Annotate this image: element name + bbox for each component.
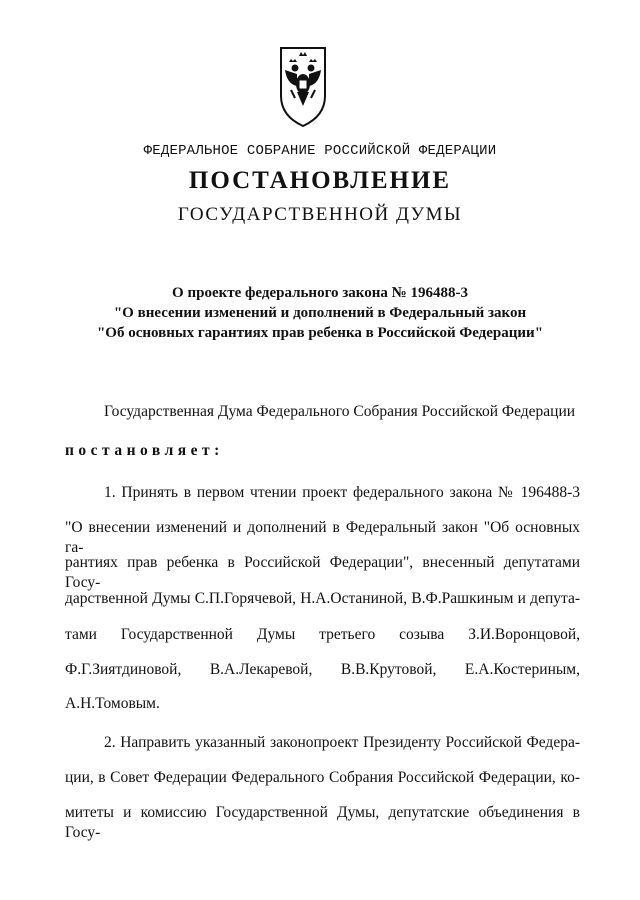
title-line: "О внесении изменений и дополнений в Федеральный закон (113, 305, 527, 321)
paragraph-1-line: тами Государственной Думы третьего созыва З.И.Воронцовой, (65, 626, 580, 643)
title-line: "Об основных гарантиях прав ребенка в Российской Федерации" (96, 325, 544, 341)
title-line: О проекте федерального закона № 196488-3 (172, 285, 468, 301)
paragraph-2-line: митеты и комиссию Государственной Думы, депутатские объединения в Госу- (65, 804, 580, 841)
paragraph-1-line: "О внесении изменений и дополнений в Федеральный закон "Об основных га- (65, 519, 580, 556)
preamble-text: Государственная Дума Федерального Собрания Российской Федерации (104, 403, 576, 420)
paragraph-1-line: Ф.Г.Зиятдиновой, В.А.Лекаревой, В.В.Крутовой, Е.А.Костериным, (65, 661, 580, 678)
parliament-name: ФЕДЕРАЛЬНОЕ СОБРАНИЕ РОССИЙСКОЙ ФЕДЕРАЦИИ (143, 143, 497, 159)
resolves-word: постановляет: (65, 442, 224, 459)
paragraph-1-line: рантиях прав ребенка в Российской Федерации", внесенный депутатами Госу- (65, 554, 580, 591)
paragraph-1-line: 1. Принять в первом чтении проект федерального закона № 196488-3 (104, 484, 580, 501)
document-title (0, 283, 640, 343)
paragraph-2-line: 2. Направить указанный законопроект Президенту Российской Федера- (104, 734, 580, 751)
coat-of-arms-emblem (275, 40, 331, 130)
document-type-heading: ПОСТАНОВЛЕНИЕ (188, 167, 452, 194)
paragraph-1-line: дарственной Думы С.П.Горячевой, Н.А.Останиной, В.Ф.Рашкиным и депута- (65, 590, 580, 607)
document-issuer-heading: ГОСУДАРСТВЕННОЙ ДУМЫ (177, 204, 463, 225)
paragraph-1-line: А.Н.Томовым. (65, 695, 160, 712)
paragraph-2-line: ции, в Совет Федерации Федерального Собрания Российской Федерации, ко- (65, 769, 580, 786)
